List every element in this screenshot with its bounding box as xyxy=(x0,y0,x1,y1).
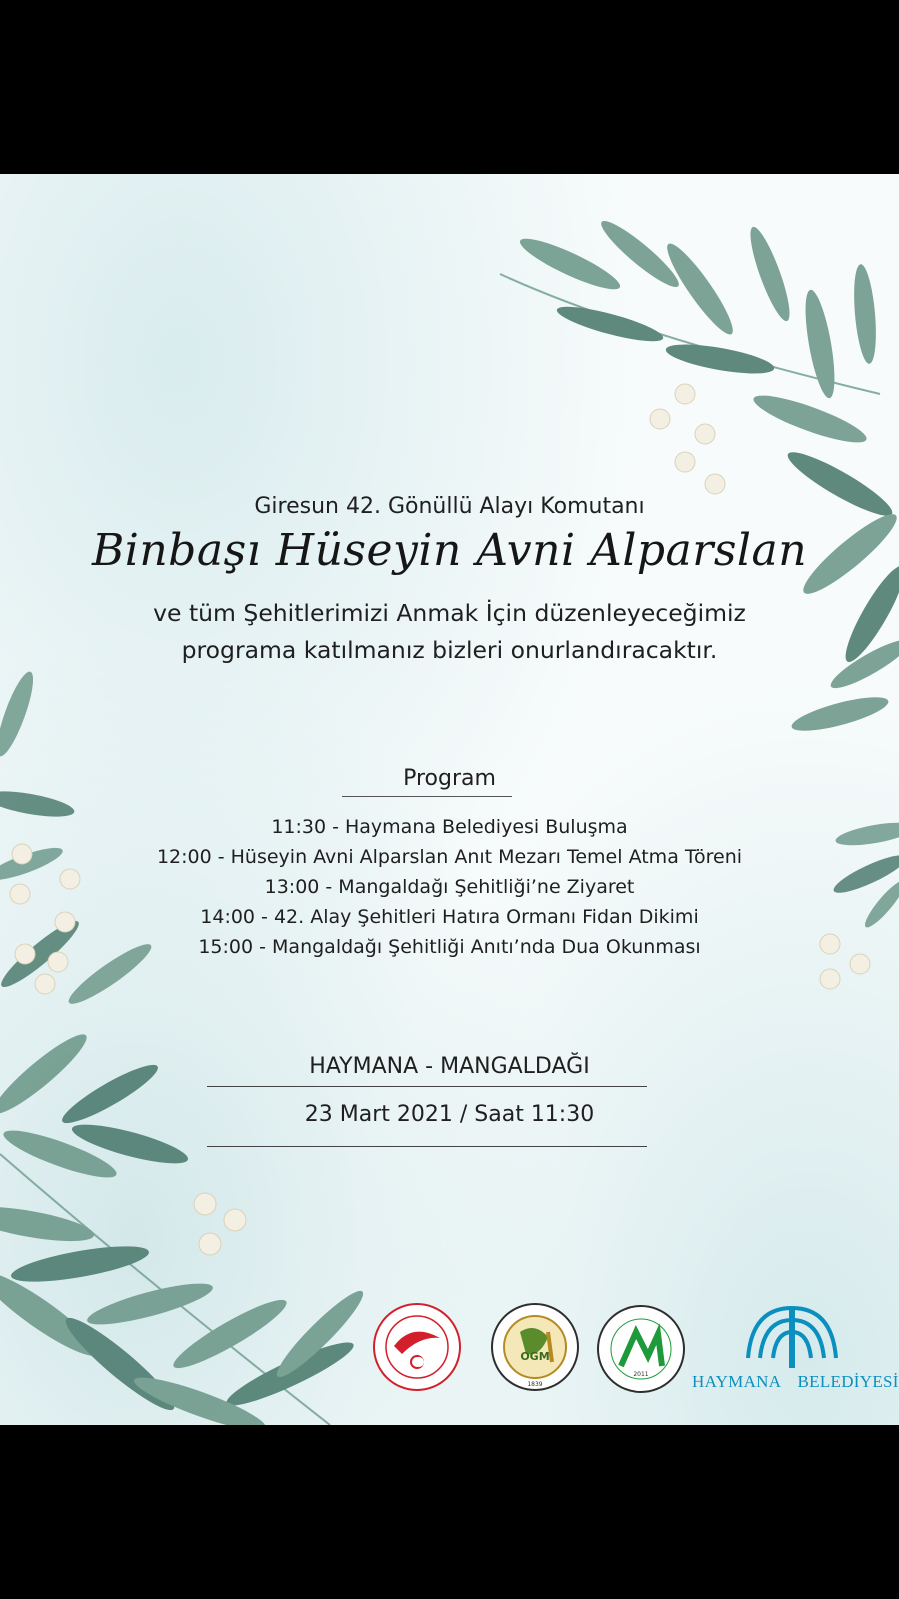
haymana-logo-text xyxy=(692,1372,899,1392)
divider xyxy=(207,1146,647,1147)
dkmp-year-text: 2011 xyxy=(633,1371,649,1378)
ogm-center-text: OGM xyxy=(520,1350,550,1363)
ogm-seal-icon xyxy=(490,1302,580,1392)
ministry-seal-icon xyxy=(372,1302,462,1392)
program-item: 11:30 - Haymana Belediyesi Buluşma xyxy=(271,816,628,838)
program-item: 12:00 - Hüseyin Avni Alparslan Anıt Mezarı Temel Atma Töreni xyxy=(156,846,743,868)
program-title: Program xyxy=(403,766,496,791)
invitation-text-line2: programa katılmanız bizleri onurlandıracaktır. xyxy=(181,636,718,664)
ogm-year-text: 1839 xyxy=(527,1381,543,1388)
haymana-logo-text-left: HAYMANA xyxy=(692,1372,781,1391)
program-item: 13:00 - Mangaldağı Şehitliği’ne Ziyaret xyxy=(264,876,635,898)
divider xyxy=(207,1086,647,1087)
program-title-underline xyxy=(342,796,512,797)
event-date-time: 23 Mart 2021 / Saat 11:30 xyxy=(304,1102,595,1127)
olive-branch-top-right-icon xyxy=(480,194,899,754)
program-item: 15:00 - Mangaldağı Şehitliği Anıtı’nda Dua Okunması xyxy=(198,936,701,958)
haymana-logo-text-right: BELEDİYESİ xyxy=(797,1372,899,1391)
haymana-fountain-icon xyxy=(740,1298,844,1368)
commander-title: Giresun 42. Gönüllü Alayı Komutanı xyxy=(254,494,645,519)
invitation-text-line1: ve tüm Şehitlerimizi Anmak İçin düzenleyeceğimiz xyxy=(153,599,746,627)
program-item: 14:00 - 42. Alay Şehitleri Hatıra Ormanı Fidan Dikimi xyxy=(200,906,699,928)
dkmp-seal-icon xyxy=(596,1304,686,1394)
olive-branch-bottom-left-icon xyxy=(0,1034,400,1425)
honoree-name: Binbaşı Hüseyin Avni Alparslan xyxy=(91,525,808,576)
invitation-card xyxy=(0,174,899,1425)
event-location: HAYMANA - MANGALDAĞI xyxy=(309,1054,590,1079)
